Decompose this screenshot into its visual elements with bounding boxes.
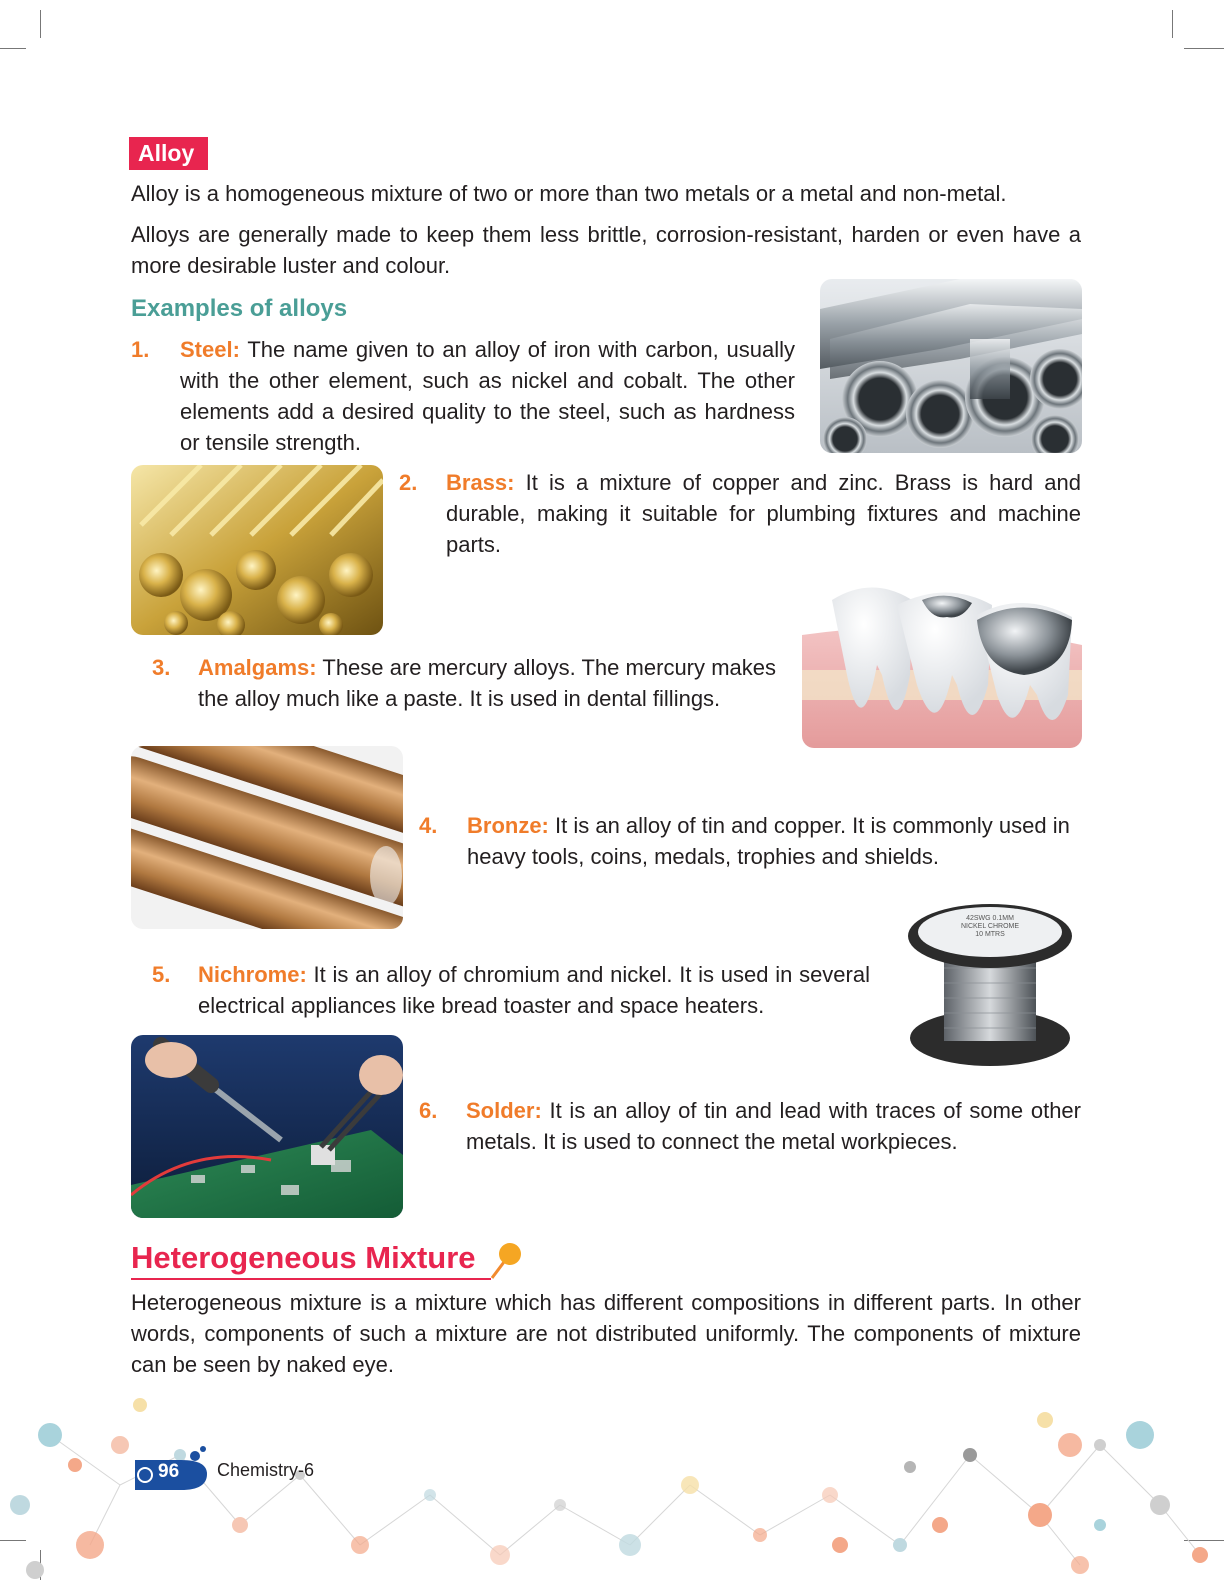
soldering-circuit-image	[131, 1035, 403, 1218]
item-number: 6.	[419, 1098, 438, 1123]
examples-heading: Examples of alloys	[131, 295, 348, 322]
item-description: It is an alloy of tin and lead with traces of some other metals. It is used to connect the metal workpieces.	[466, 1098, 1081, 1154]
crop-mark	[40, 10, 41, 38]
alloy-purpose: Alloys are generally made to keep them less brittle, corrosion-resistant, harden or even have a more desirable luster and colour.	[131, 222, 1081, 278]
dental-fillings-image	[802, 575, 1082, 748]
item-description: These are mercury alloys. The mercury makes the alloy much like a paste. It is used in dental fillings.	[198, 655, 776, 711]
item-number: 5.	[152, 962, 171, 987]
item-term: Brass:	[446, 470, 515, 495]
footer-book-title: Chemistry-6	[217, 1460, 315, 1480]
section-badge-alloy: Alloy	[129, 137, 208, 170]
item-text	[467, 810, 1081, 872]
heterogeneous-heading: Heterogeneous Mixture	[131, 1240, 476, 1275]
page-number: 96	[158, 1461, 180, 1482]
item-text	[446, 467, 1081, 560]
item-description: It is an alloy of chromium and nickel. It is used in several electrical appliances like bread toaster and space heaters.	[198, 962, 870, 1018]
crop-mark	[0, 48, 26, 49]
item-description: It is a mixture of copper and zinc. Brass is hard and durable, making it suitable for plumbing fixtures and machine parts.	[446, 470, 1081, 557]
item-term: Amalgams:	[198, 655, 317, 680]
item-text	[198, 652, 776, 714]
crop-mark	[1184, 48, 1224, 49]
steel-pipes-image	[820, 279, 1082, 453]
item-term: Bronze:	[467, 813, 549, 838]
item-number: 2.	[399, 470, 418, 495]
crop-mark	[1172, 10, 1173, 38]
item-term: Solder:	[466, 1098, 542, 1123]
spool-label-line2: NICKEL CHROME	[960, 923, 1020, 930]
item-term: Steel:	[180, 337, 240, 362]
bronze-pipes-image	[131, 746, 403, 929]
nichrome-wire-spool-image	[904, 898, 1076, 1070]
spool-label-line3: 10 MTRS	[975, 931, 1005, 938]
alloy-definition: Alloy is a homogeneous mixture of two or more than two metals or a metal and non-metal.	[131, 181, 1007, 206]
item-text	[180, 334, 795, 458]
spool-label-line1: 42SWG 0.1MM	[966, 915, 1014, 922]
item-number: 1.	[131, 337, 150, 362]
brass-rods-image	[131, 465, 383, 635]
footer-page-number-badge	[131, 1446, 211, 1496]
heading-underline	[131, 1278, 491, 1280]
item-text	[466, 1095, 1081, 1157]
item-number: 4.	[419, 813, 438, 838]
item-description: The name given to an alloy of iron with carbon, usually with the other element, such as nickel and cobalt. The other elements add a desired quality to the steel, such as hardness or tensile strength.	[180, 337, 795, 455]
item-term: Nichrome:	[198, 962, 307, 987]
item-number: 3.	[152, 655, 171, 680]
item-description: It is an alloy of tin and copper. It is commonly used in heavy tools, coins, medals, trophies and shields.	[467, 813, 1070, 869]
heterogeneous-definition: Heterogeneous mixture is a mixture which has different compositions in different parts. In other words, components of such a mixture are not distributed uniformly. The components of mixture can be seen by naked eye.	[131, 1290, 1081, 1377]
item-text	[198, 959, 870, 1021]
heading-pin-icon	[488, 1240, 524, 1282]
